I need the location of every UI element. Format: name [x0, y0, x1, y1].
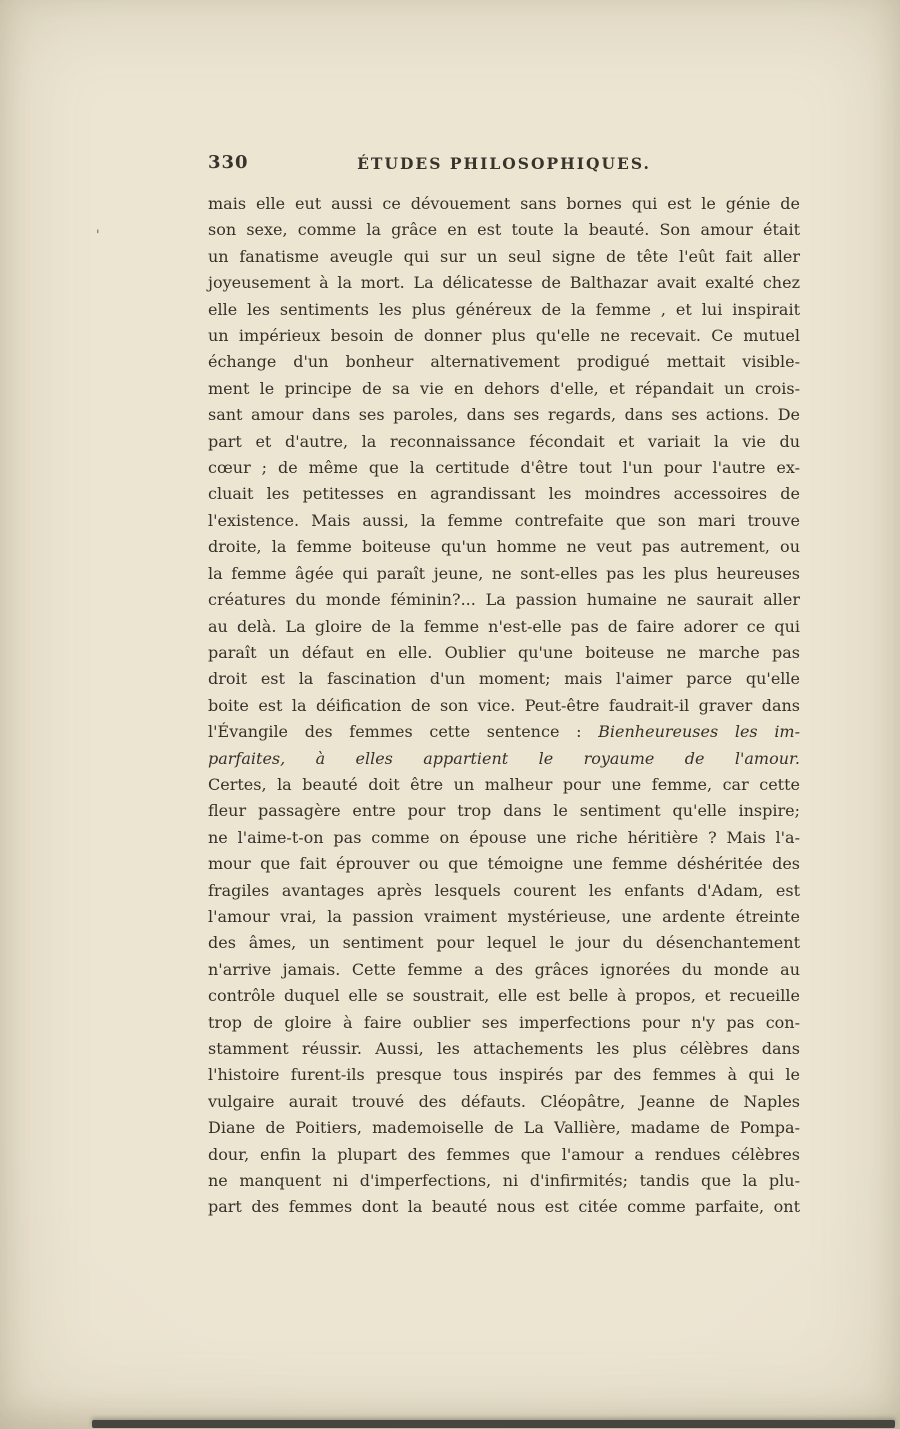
text-segment: ne l'aime-t-on pas comme on épouse une riche héritière ? Mais l'a-: [208, 827, 800, 847]
text-line: [208, 561, 800, 587]
text-segment: cluait les petitesses en agrandissant les moindres accessoires de: [208, 484, 800, 504]
text-line: [208, 244, 800, 270]
italic-text-segment: Bienheureuses les im-: [598, 722, 801, 742]
text-segment: l'Évangile des femmes cette sentence :: [208, 722, 599, 742]
text-segment: un fanatisme aveugle qui sur un seul signe de tête l'eût fait aller: [208, 246, 800, 266]
page-number: 330: [208, 152, 249, 173]
text-line: [208, 429, 800, 455]
scan-bottom-edge: [92, 1420, 895, 1428]
text-segment: droit est la fascination d'un moment; mais l'aimer parce qu'elle: [208, 669, 800, 689]
text-line: [208, 983, 800, 1009]
page-header: [208, 151, 800, 179]
text-line: [208, 297, 800, 323]
text-line: [208, 1142, 800, 1168]
text-segment: boite est la déification de son vice. Peut-être faudrait-il graver dans: [208, 695, 800, 715]
text-line: [208, 481, 800, 507]
text-segment: joyeusement à la mort. La délicatesse de Balthazar avait exalté chez: [208, 273, 800, 293]
running-title: ÉTUDES PHILOSOPHIQUES.: [357, 154, 651, 173]
text-segment: mour que fait éprouver ou que témoigne une femme déshéritée des: [208, 854, 800, 874]
text-line: [208, 1089, 800, 1115]
text-block: [208, 191, 800, 1221]
text-segment: créatures du monde féminin?... La passion humaine ne saurait aller: [208, 590, 800, 610]
text-line: [208, 402, 800, 428]
text-line: [208, 851, 800, 877]
text-segment: l'histoire furent-ils presque tous inspirés par des femmes à qui le: [208, 1065, 800, 1085]
text-segment: stamment réussir. Aussi, les attachements les plus célèbres dans: [208, 1039, 800, 1058]
text-line: [208, 217, 800, 243]
text-line: [208, 957, 800, 983]
text-segment: des âmes, un sentiment pour lequel le jour du désenchantement: [208, 933, 800, 953]
text-line: [208, 349, 800, 375]
text-line: [208, 930, 800, 956]
text-line: [208, 719, 800, 745]
text-line: [208, 640, 800, 666]
text-line: [208, 825, 800, 851]
text-line: [208, 1062, 800, 1088]
text-line: [208, 614, 800, 640]
text-segment: échange d'un bonheur alternativement prodigué mettait visible-: [208, 352, 800, 372]
text-segment: sant amour dans ses paroles, dans ses regards, dans ses actions. De: [208, 405, 800, 425]
text-line: [208, 270, 800, 296]
text-segment: l'existence. Mais aussi, la femme contrefaite que son mari trouve: [208, 510, 800, 530]
text-line: [208, 666, 800, 692]
text-segment: paraît un défaut en elle. Oublier qu'une boiteuse ne marche pas: [208, 642, 800, 662]
text-segment: fleur passagère entre pour trop dans le sentiment qu'elle inspire;: [208, 801, 800, 821]
text-line: [208, 693, 800, 719]
italic-text-segment: parfaites, à elles appartient le royaume de l'amour.: [208, 748, 800, 768]
text-line: [208, 1168, 800, 1194]
text-segment: part et d'autre, la reconnaissance fécondait et variait la vie du: [208, 431, 800, 451]
text-segment: contrôle duquel elle se soustrait, elle est belle à propos, et recueille: [208, 986, 800, 1006]
text-line: [208, 508, 800, 534]
text-segment: Diane de Poitiers, mademoiselle de La Vallière, madame de Pompa-: [208, 1118, 800, 1138]
text-line: [208, 878, 800, 904]
text-line: [208, 455, 800, 481]
text-segment: la femme âgée qui paraît jeune, ne sont-elles pas les plus heureuses: [208, 563, 800, 583]
text-line: [208, 1115, 800, 1141]
text-segment: dour, enfin la plupart des femmes que l'amour a rendues célèbres: [208, 1144, 800, 1164]
text-segment: ne manquent ni d'imperfections, ni d'infirmités; tandis que la plu-: [208, 1171, 800, 1191]
text-segment: cœur ; de même que la certitude d'être tout l'un pour l'autre ex-: [208, 458, 800, 478]
text-line: [208, 191, 800, 217]
text-line: [208, 376, 800, 402]
text-line: [208, 1010, 800, 1036]
text-line: [208, 798, 800, 824]
text-segment: Certes, la beauté doit être un malheur pour une femme, car cette: [208, 774, 800, 794]
text-line: [208, 746, 800, 772]
page-content: [208, 151, 800, 1221]
text-line: [208, 1036, 800, 1062]
scan-artifact-speck: ': [96, 228, 100, 243]
text-line: [208, 534, 800, 560]
text-segment: trop de gloire à faire oublier ses imperfections pour n'y pas con-: [208, 1012, 800, 1032]
text-line: [208, 323, 800, 349]
text-segment: mais elle eut aussi ce dévouement sans bornes qui est le génie de: [208, 194, 800, 213]
text-segment: un impérieux besoin de donner plus qu'elle ne recevait. Ce mutuel: [208, 326, 800, 346]
text-segment: l'amour vrai, la passion vraiment mystérieuse, une ardente étreinte: [208, 906, 800, 926]
text-segment: son sexe, comme la grâce en est toute la beauté. Son amour était: [208, 220, 800, 240]
text-segment: n'arrive jamais. Cette femme a des grâces ignorées du monde au: [208, 959, 800, 979]
text-segment: fragiles avantages après lesquels courent les enfants d'Adam, est: [208, 880, 800, 900]
text-line: [208, 587, 800, 613]
text-segment: vulgaire aurait trouvé des défauts. Cléopâtre, Jeanne de Naples: [208, 1091, 800, 1111]
text-line: [208, 1194, 800, 1220]
text-line: [208, 904, 800, 930]
text-segment: ment le principe de sa vie en dehors d'elle, et répandait un crois-: [208, 378, 800, 398]
text-segment: elle les sentiments les plus généreux de la femme , et lui inspirait: [208, 299, 800, 319]
text-segment: droite, la femme boiteuse qu'un homme ne veut pas autrement, ou: [208, 537, 800, 557]
text-segment: part des femmes dont la beauté nous est citée comme parfaite, ont: [208, 1197, 800, 1217]
text-line: [208, 772, 800, 798]
text-segment: au delà. La gloire de la femme n'est-elle pas de faire adorer ce qui: [208, 616, 800, 636]
